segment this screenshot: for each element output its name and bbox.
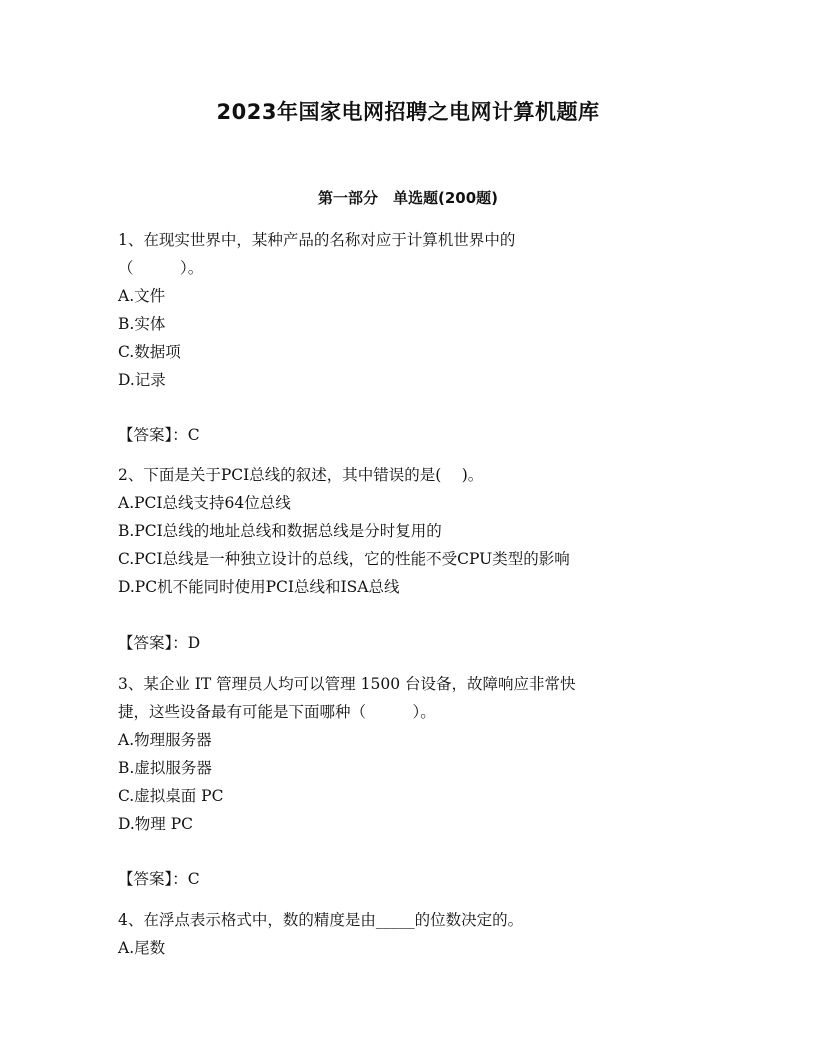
document-title: 2023年国家电网招聘之电网计算机题库 (216, 100, 600, 124)
option-a: A.文件 (118, 287, 166, 305)
answer-3: 【答案】：C (118, 870, 200, 888)
question-stem: 1、在现实世界中，某种产品的名称对应于计算机世界中的 (118, 231, 516, 249)
option-b: B.PCI总线的地址总线和数据总线是分时复用的 (118, 522, 442, 540)
question-stem: 4、在浮点表示格式中，数的精度是由_____的位数决定的。 (118, 911, 524, 929)
question-1 (118, 226, 698, 394)
option-a: A.物理服务器 (118, 731, 212, 749)
option-d: D.PC机不能同时使用PCI总线和ISA总线 (118, 578, 400, 596)
question-stem: 2、下面是关于PCI总线的叙述，其中错误的是( )。 (118, 466, 484, 484)
option-a: A.尾数 (118, 939, 166, 957)
question-2 (118, 461, 698, 601)
option-d: D.物理 PC (118, 815, 194, 833)
option-b: B.实体 (118, 315, 166, 333)
question-4 (118, 906, 698, 962)
option-a: A.PCI总线支持64位总线 (118, 494, 291, 512)
option-d: D.记录 (118, 371, 166, 389)
option-b: B.虚拟服务器 (118, 759, 212, 777)
option-c: C.数据项 (118, 343, 181, 361)
option-c: C.虚拟桌面 PC (118, 787, 224, 805)
answer-2: 【答案】：D (118, 634, 201, 652)
question-stem: （ ）。 (118, 259, 204, 277)
question-stem: 捷，这些设备最有可能是下面哪种（ ）。 (118, 703, 436, 721)
question-3 (118, 670, 698, 838)
answer-1: 【答案】：C (118, 426, 200, 444)
option-c: C.PCI总线是一种独立设计的总线，它的性能不受CPU类型的影响 (118, 550, 570, 568)
section-heading: 第一部分 单选题(200题) (317, 189, 499, 207)
question-stem: 3、某企业 IT 管理员人均可以管理 1500 台设备，故障响应非常快 (118, 675, 576, 693)
